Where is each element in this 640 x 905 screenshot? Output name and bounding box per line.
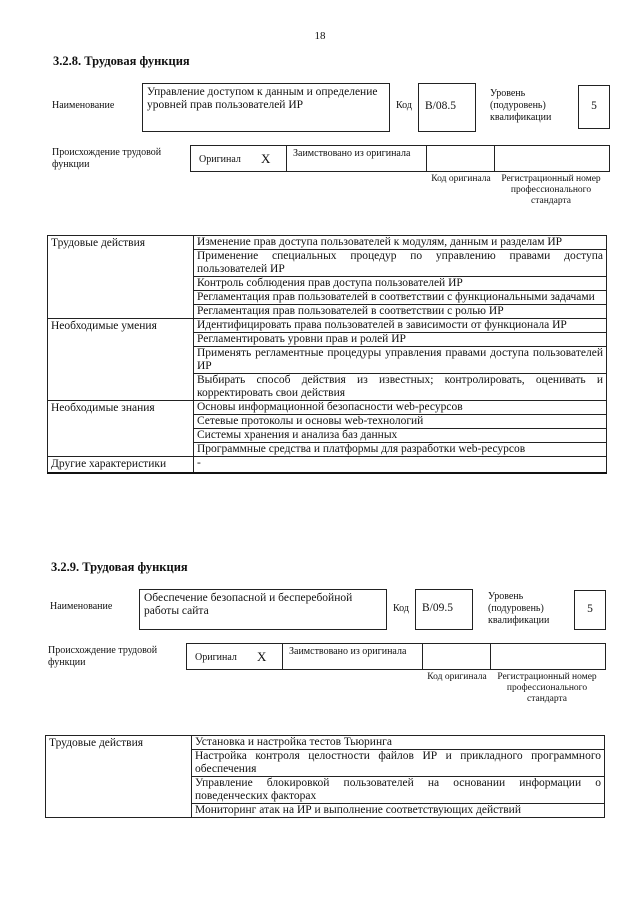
original-mark: X [261, 151, 271, 166]
function-table [45, 735, 605, 818]
function-name-box [142, 83, 390, 132]
function-name: Управление доступом к данным и определение уровней прав пользователей ИР [147, 86, 378, 111]
divider [426, 146, 427, 172]
table-row: Основы информационной безопасности web-ресурсов [194, 401, 607, 415]
level-value: 5 [587, 603, 593, 615]
origin-row [186, 643, 606, 670]
code-label: Код [396, 100, 412, 111]
level-box [574, 590, 606, 630]
group-label: Необходимые умения [48, 319, 194, 401]
section-title: 3.2.9. Трудовая функция [51, 560, 188, 574]
table-row: Выбирать способ действия из известных; контролировать, оценивать и корректировать свои действия [194, 374, 607, 401]
code-box [415, 589, 473, 630]
original-label: Оригинал [199, 154, 241, 165]
group-label: Необходимые знания [48, 401, 194, 457]
table-row: Регламентация прав пользователей в соответствии с ролью ИР [194, 305, 607, 319]
origin-row [190, 145, 610, 172]
table-row: Изменение прав доступа пользователей к модулям, данным и разделам ИР [194, 236, 607, 250]
name-label: Наименование [50, 601, 113, 612]
borrowed-label: Заимствовано из оригинала [293, 148, 411, 159]
divider [286, 146, 287, 172]
level-label: Уровень (подуровень) квалификации [488, 591, 550, 626]
origin-label: Происхождение трудовой функции [52, 147, 162, 170]
name-label: Наименование [52, 100, 115, 111]
function-name: Обеспечение безопасной и бесперебойной работы сайта [144, 592, 353, 617]
level-box [578, 85, 610, 129]
table-row: Настройка контроля целостности файлов ИР и прикладного программного обеспечения [192, 750, 605, 777]
group-label: Другие характеристики [48, 457, 194, 474]
table-row: - [194, 457, 607, 474]
page-number: 18 [314, 30, 326, 42]
function-code: B/09.5 [422, 602, 453, 614]
function-table [47, 235, 607, 474]
table-row: Установка и настройка тестов Тьюринга [192, 736, 605, 750]
divider [494, 146, 495, 172]
level-value: 5 [591, 100, 597, 112]
borrowed-label: Заимствовано из оригинала [289, 646, 407, 657]
code-orig-caption: Код оригинала [431, 174, 491, 184]
divider [490, 644, 491, 670]
table-row: Программные средства и платформы для разработки web-ресурсов [194, 443, 607, 457]
origin-label: Происхождение трудовой функции [48, 645, 158, 668]
table-row: Контроль соблюдения прав доступа пользователей ИР [194, 277, 607, 291]
function-name-box [139, 589, 387, 630]
table-row: Сетевые протоколы и основы web-технологий [194, 415, 607, 429]
section-title: 3.2.8. Трудовая функция [53, 54, 190, 68]
group-label: Трудовые действия [48, 236, 194, 319]
code-box [418, 83, 476, 132]
divider [282, 644, 283, 670]
code-orig-caption: Код оригинала [427, 672, 487, 682]
original-mark: X [257, 649, 267, 664]
divider [422, 644, 423, 670]
table-row: Идентифицировать права пользователей в зависимости от функционала ИР [194, 319, 607, 333]
table-row: Регламентация прав пользователей в соответствии с функциональными задачами [194, 291, 607, 305]
code-label: Код [393, 603, 409, 614]
group-label: Трудовые действия [46, 736, 192, 818]
table-row: Мониторинг атак на ИР и выполнение соответствующих действий [192, 804, 605, 818]
reg-number-caption: Регистрационный номер профессионального стандарта [497, 672, 597, 704]
table-row: Регламентировать уровни прав и ролей ИР [194, 333, 607, 347]
table-row: Применение специальных процедур по управлению правами доступа пользователей ИР [194, 250, 607, 277]
table-row: Применять регламентные процедуры управления правами доступа пользователей ИР [194, 347, 607, 374]
level-label: Уровень (подуровень) квалификации [490, 88, 552, 123]
reg-number-caption: Регистрационный номер профессионального стандарта [501, 174, 601, 206]
table-row: Управление блокировкой пользователей на основании информации о поведенческих факторах [192, 777, 605, 804]
function-code: B/08.5 [425, 100, 456, 112]
table-row: Системы хранения и анализа баз данных [194, 429, 607, 443]
original-label: Оригинал [195, 652, 237, 663]
